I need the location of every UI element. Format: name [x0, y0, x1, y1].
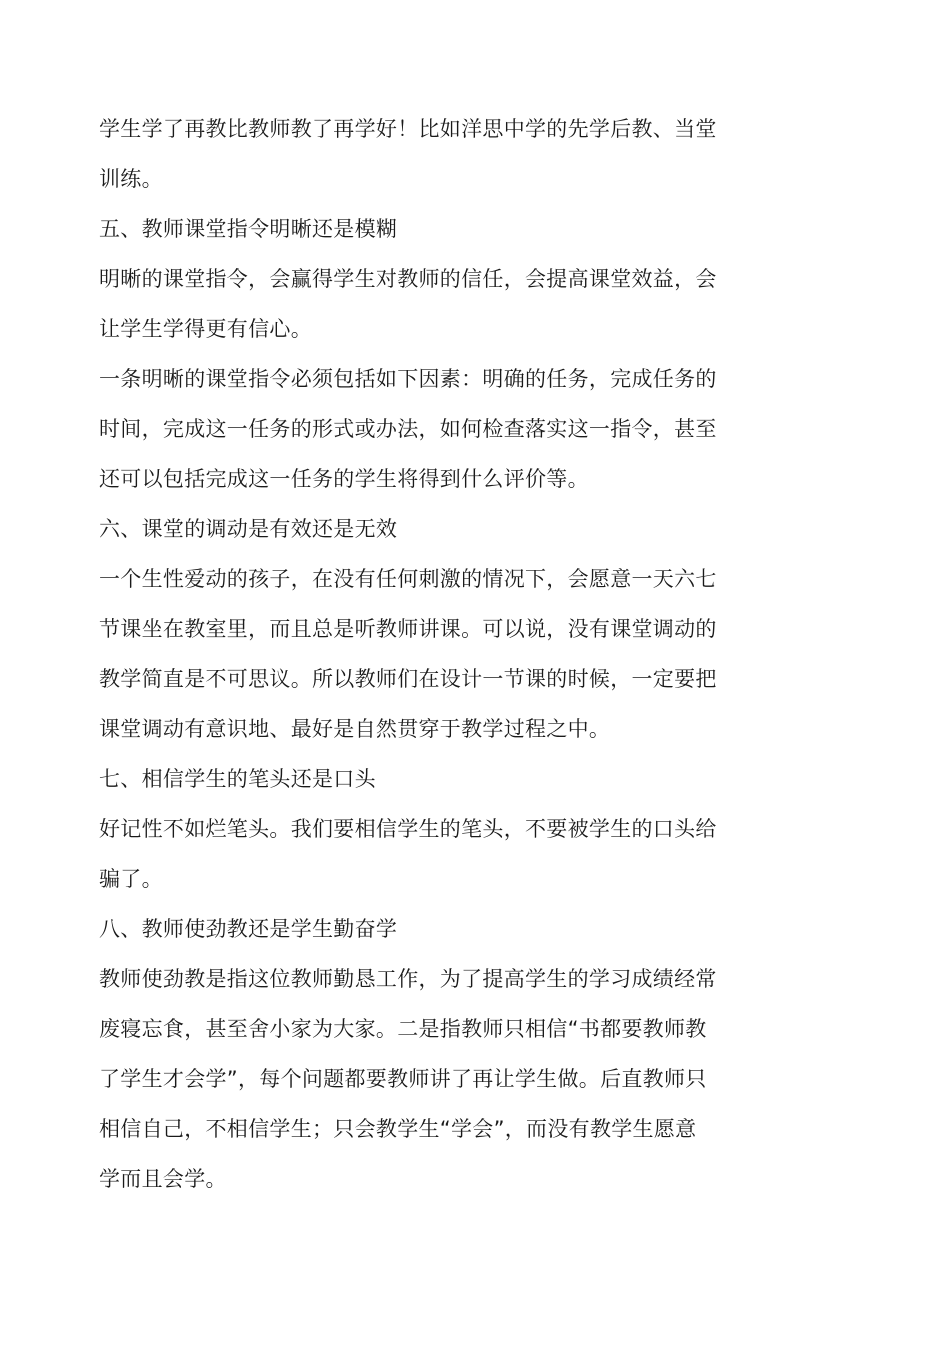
document-page — [99, 104, 739, 1204]
text-line: 教学简直是不可思议。所以教师们在设计一节课的时候，一定要把 — [99, 667, 717, 691]
text-line: 节课坐在教室里，而且总是听教师讲课。可以说，没有课堂调动的 — [99, 617, 717, 641]
section-heading: 五、教师课堂指令明晰还是模糊 — [99, 217, 398, 241]
text-line: 骗了。 — [99, 867, 163, 891]
text-line: 时间，完成这一任务的形式或办法，如何检查落实这一指令，甚至 — [99, 417, 717, 441]
text-line: 让学生学得更有信心。 — [99, 317, 312, 341]
section-heading: 七、相信学生的笔头还是口头 — [99, 767, 376, 791]
text-line: 教师使劲教是指这位教师勤恳工作，为了提高学生的学习成绩经常 — [99, 967, 717, 991]
text-line: 还可以包括完成这一任务的学生将得到什么评价等。 — [99, 467, 589, 491]
text-line: 课堂调动有意识地、最好是自然贯穿于教学过程之中。 — [99, 717, 611, 741]
text-line: 明晰的课堂指令，会赢得学生对教师的信任，会提高课堂效益，会 — [99, 267, 717, 291]
text-line: 相信自己，不相信学生；只会教学生“学会”，而没有教学生愿意 — [99, 1117, 697, 1141]
text-line: 学生学了再教比教师教了再学好！比如洋思中学的先学后教、当堂 — [99, 117, 717, 141]
text-line: 好记性不如烂笔头。我们要相信学生的笔头，不要被学生的口头给 — [99, 817, 717, 841]
section-heading: 八、教师使劲教还是学生勤奋学 — [99, 917, 398, 941]
text-line: 了学生才会学”，每个问题都要教师讲了再让学生做。后直教师只 — [99, 1067, 707, 1091]
text-line: 训练。 — [99, 167, 163, 191]
text-line: 废寝忘食，甚至舍小家为大家。二是指教师只相信“书都要教师教 — [99, 1017, 707, 1041]
section-heading: 六、课堂的调动是有效还是无效 — [99, 517, 398, 541]
text-line: 一个生性爱动的孩子，在没有任何刺激的情况下，会愿意一天六七 — [99, 567, 717, 591]
text-line: 一条明晰的课堂指令必须包括如下因素：明确的任务，完成任务的 — [99, 367, 717, 391]
text-line: 学而且会学。 — [99, 1167, 227, 1191]
